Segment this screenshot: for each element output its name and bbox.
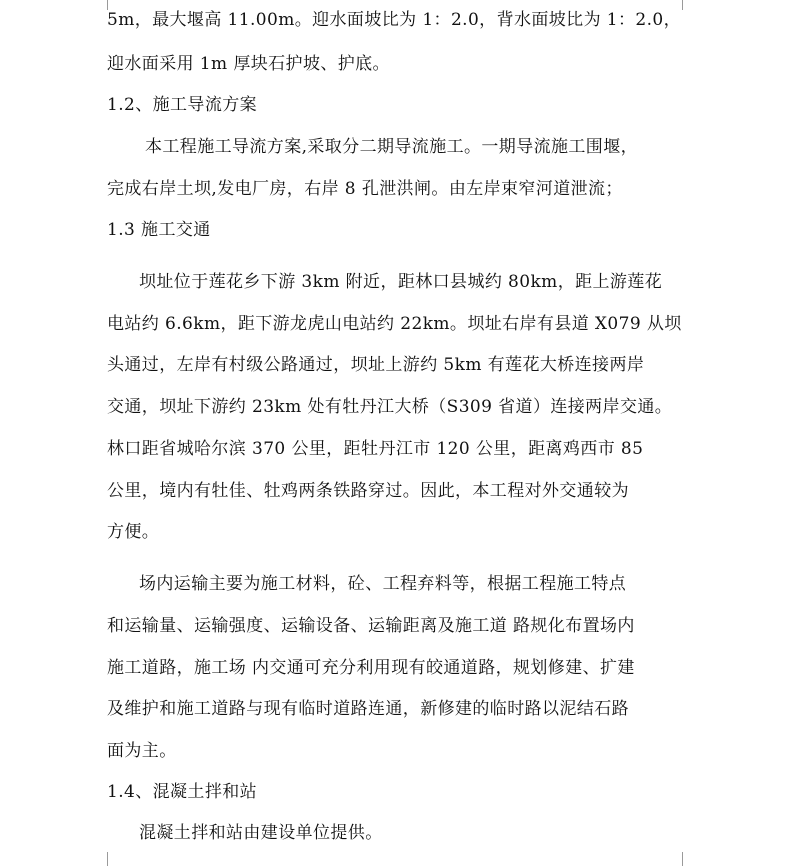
paragraph-line: 公里，境内有牡佳、牡鸡两条铁路穿过。因此，本工程对外交通较为 bbox=[107, 481, 629, 501]
paragraph-line: 混凝土拌和站由建设单位提供。 bbox=[139, 823, 383, 843]
paragraph-line: 施工道路，施工场 内交通可充分利用现有皎通道路，规划修建、扩建 bbox=[107, 658, 635, 678]
paragraph-line: 本工程施工导流方案,采取分二期导流施工。一期导流施工围堰， bbox=[145, 137, 639, 157]
paragraph-line: 迎水面采用 1m 厚块石护坡、护底。 bbox=[107, 54, 390, 74]
section-heading: 1.4、混凝土拌和站 bbox=[107, 782, 258, 802]
paragraph-line: 方便。 bbox=[107, 522, 160, 542]
paragraph-line: 完成右岸土坝,发电厂房，右岸 8 孔泄洪闸。由左岸束窄河道泄流； bbox=[107, 179, 623, 199]
paragraph-line: 交通，坝址下游约 23km 处有牡丹江大桥（S309 省道）连接两岸交通。 bbox=[107, 397, 673, 417]
paragraph-line: 面为主。 bbox=[107, 741, 177, 761]
paragraph-line: 和运输量、运输强度、运输设备、运输距离及施工道 路规化布置场内 bbox=[107, 616, 635, 636]
paragraph-line: 电站约 6.6km，距下游龙虎山电站约 22km。坝址右岸有县道 X079 从坝 bbox=[107, 314, 682, 334]
page-corner-mark bbox=[682, 852, 697, 866]
paragraph-line: 5m，最大堰高 11.00m。迎水面坡比为 1：2.0，背水面坡比为 1：2.0， bbox=[107, 10, 682, 30]
page-corner-mark bbox=[93, 852, 108, 866]
paragraph-line: 头通过，左岸有村级公路通过，坝址上游约 5km 有莲花大桥连接两岸 bbox=[107, 355, 645, 375]
page-corner-mark bbox=[93, 0, 108, 10]
section-heading: 1.3 施工交通 bbox=[107, 220, 211, 240]
paragraph-line: 坝址位于莲花乡下游 3km 附近，距林口县城约 80km，距上游莲花 bbox=[139, 272, 663, 292]
paragraph-line: 及维护和施工道路与现有临时道路连通，新修建的临时路以泥结石路 bbox=[107, 699, 629, 719]
section-heading: 1.2、施工导流方案 bbox=[107, 95, 258, 115]
paragraph-line: 场内运输主要为施工材料，砼、工程弃料等，根据工程施工特点 bbox=[139, 574, 627, 594]
paragraph-line: 林口距省城哈尔滨 370 公里，距牡丹江市 120 公里，距离鸡西市 85 bbox=[107, 439, 644, 459]
page-corner-mark bbox=[682, 0, 697, 10]
